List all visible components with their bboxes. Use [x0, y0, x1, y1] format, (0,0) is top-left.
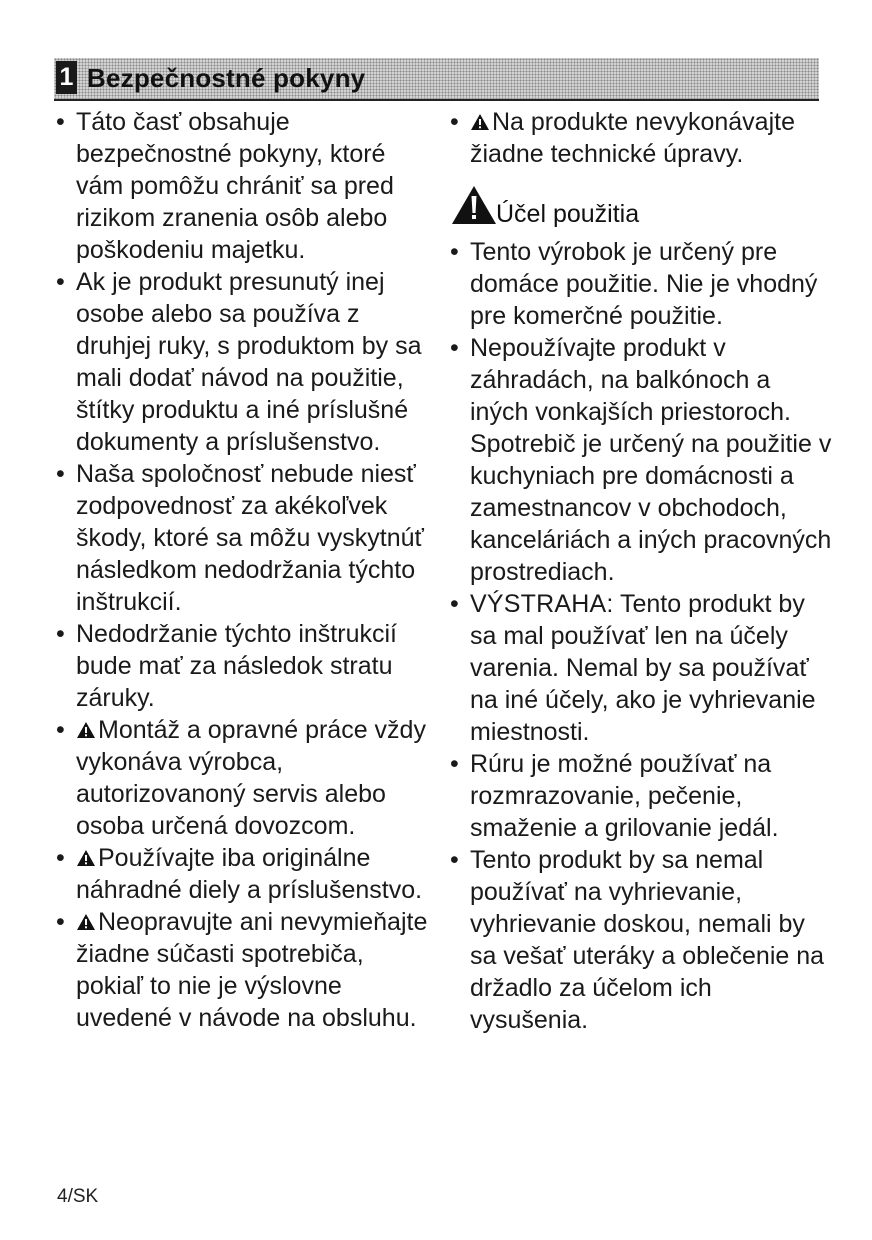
list-item: • Ak je produkt presunutý inej osobe alebo sa používa z druhjej ruky, s produktom by sa mali dodať návod na použitie, štítky produktu a iné príslušné dokumenty a príslušenstvo. [56, 266, 436, 458]
list-item: • Neopravujte ani nevymieňajte žiadne súčasti spotrebiča, pokiaľ to nie je výslovne uvedené v návode na obsluhu. [56, 906, 436, 1034]
list-item: • Nedodržanie týchto inštrukcií bude mať za následok stratu záruky. [56, 618, 436, 714]
subsection-heading [450, 184, 835, 234]
warning-triangle-icon [470, 113, 490, 131]
warning-triangle-icon [76, 721, 96, 739]
warning-large-icon [450, 184, 498, 226]
subsection-title: Účel použitia [496, 200, 640, 228]
section-header [54, 58, 819, 101]
section-number: 1 [56, 61, 77, 94]
list-item: • Na produkte nevykonávajte žiadne technické úpravy. [450, 106, 835, 170]
list-item: • Používajte iba originálne náhradné diely a príslušenstvo. [56, 842, 436, 906]
list-item: • Rúru je možné používať na rozmrazovanie, pečenie, smaženie a grilovanie jedál. [450, 748, 835, 844]
left-column [56, 106, 436, 1034]
list-item: • Naša spoločnosť nebude niesť zodpovednosť za akékoľvek škody, ktoré sa môžu vyskytnúť následkom nedodržania týchto inštrukcií. [56, 458, 436, 618]
right-top-list [450, 106, 835, 170]
list-item: • Táto časť obsahuje bezpečnostné pokyny, ktoré vám pomôžu chrániť sa pred rizikom zranenia osôb alebo poškodeniu majetku. [56, 106, 436, 266]
list-item: • Tento produkt by sa nemal používať na vyhrievanie, vyhrievanie doskou, nemali by sa vešať uteráky a oblečenie na držadlo za účelom ich vysušenia. [450, 844, 835, 1036]
section-title: Bezpečnostné pokyny [87, 63, 366, 93]
list-item: • Nepoužívajte produkt v záhradách, na balkónoch a iných vonkajších priestoroch. Spotrebič je určený na použitie v kuchyniach pre domácnosti a zamestnancov v obchodoch, kanceláriách a iných pracovných prostrediach. [450, 332, 835, 588]
warning-triangle-icon [76, 913, 96, 931]
right-bullet-list [450, 236, 835, 1036]
warning-triangle-icon [76, 849, 96, 867]
list-item: • Montáž a opravné práce vždy vykonáva výrobca, autorizovanoný servis alebo osoba určená dovozcom. [56, 714, 436, 842]
list-item: • VÝSTRAHA: Tento produkt by sa mal používať len na účely varenia. Nemal by sa používať na iné účely, ako je vyhrievanie miestnosti. [450, 588, 835, 748]
left-bullet-list [56, 106, 436, 1034]
right-column [450, 106, 835, 1036]
page-number: 4/SK [57, 1186, 99, 1207]
list-item: • Tento výrobok je určený pre domáce použitie. Nie je vhodný pre komerčné použitie. [450, 236, 835, 332]
warning-label: VÝSTRAHA: [470, 590, 614, 618]
